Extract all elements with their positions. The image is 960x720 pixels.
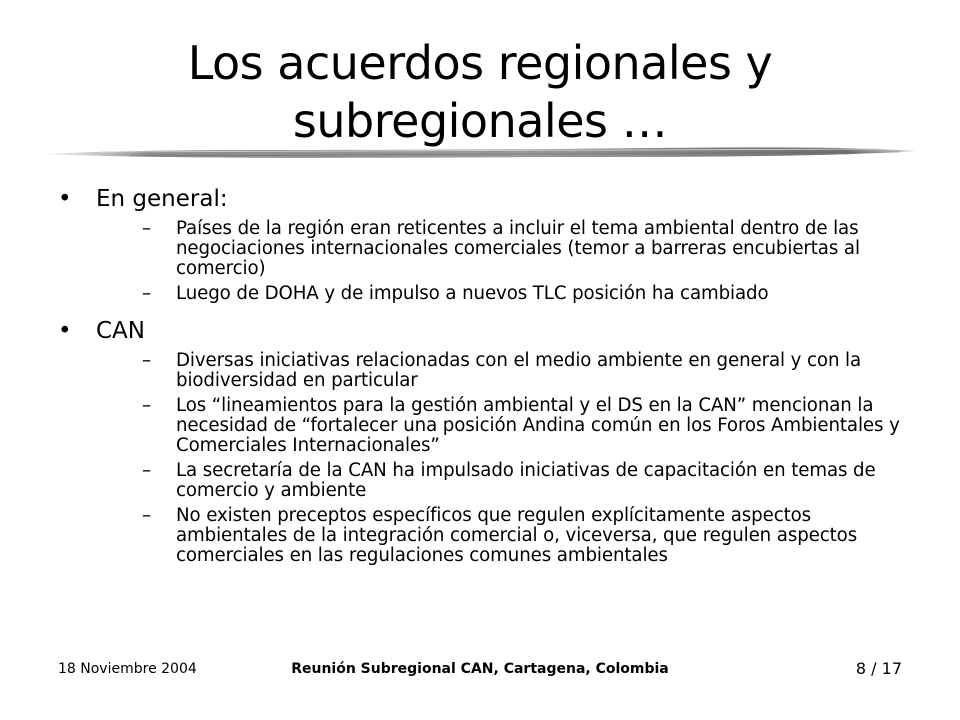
sub-bullet: [96, 219, 908, 279]
section-heading: En general:: [96, 186, 228, 212]
sub-bullet-text: No existen preceptos específicos que regulen explícitamente aspectos ambientales de la integración comercial o, viceversa, que regulen aspectos comerciales en las regulaciones comunes ambientales: [176, 505, 858, 566]
dash-icon: –: [142, 283, 151, 304]
slide-title-line-2: subregionales …: [292, 94, 668, 148]
footer-event: Reunión Subregional CAN, Cartagena, Colombia: [291, 661, 669, 677]
sub-bullet-text: Diversas iniciativas relacionadas con el medio ambiente en general y con la biodiversidad en particular: [176, 350, 862, 391]
title-divider-brushstroke: [40, 142, 920, 164]
sub-bullet-text: Países de la región eran reticentes a incluir el tema ambiental dentro de las negociaciones internacionales comerciales (temor a barreras encubiertas al comercio): [176, 218, 860, 279]
section-heading: CAN: [96, 318, 145, 344]
sub-bullet-text: La secretaría de la CAN ha impulsado iniciativas de capacitación en temas de comercio y ambiente: [176, 460, 876, 501]
slide-body: [58, 186, 908, 571]
dash-icon: –: [142, 460, 151, 481]
slide-title-line-1: Los acuerdos regionales y: [187, 36, 773, 90]
sub-bullet-text: Los “lineamientos para la gestión ambiental y el DS en la CAN” mencionan la necesidad de “fortalecer una posición Andina común en los Foros Ambientales y Comerciales Internacionales”: [176, 395, 900, 456]
sub-bullet: [96, 506, 908, 566]
sub-bullet: [96, 461, 908, 501]
footer-date: 18 Noviembre 2004: [58, 661, 197, 677]
bullet-section-general: [58, 186, 908, 304]
dash-icon: –: [142, 218, 151, 239]
bullet-dot-icon: •: [58, 186, 72, 212]
dash-icon: –: [142, 395, 151, 416]
bullet-dot-icon: •: [58, 318, 72, 344]
sub-bullet: [96, 396, 908, 456]
sub-bullet: [96, 284, 908, 304]
dash-icon: –: [142, 350, 151, 371]
dash-icon: –: [142, 505, 151, 526]
sub-bullet-text: Luego de DOHA y de impulso a nuevos TLC posición ha cambiado: [176, 283, 769, 304]
bullet-section-can: [58, 318, 908, 566]
sub-bullet: [96, 351, 908, 391]
page-number: 8 / 17: [855, 659, 902, 678]
slide-title: [40, 34, 920, 150]
